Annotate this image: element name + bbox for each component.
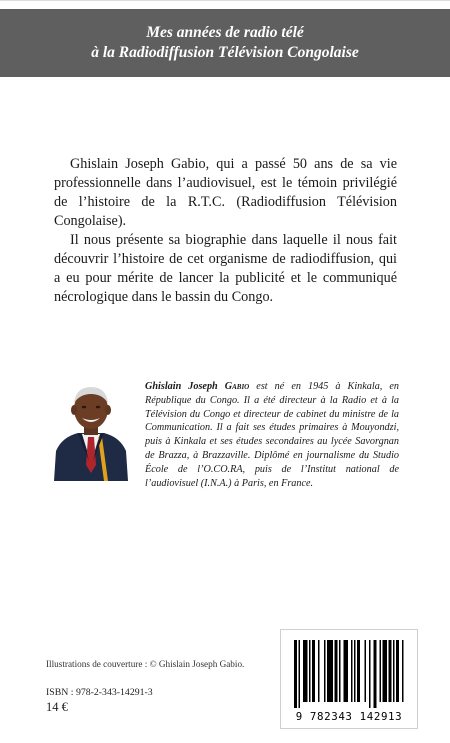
title-line-2: à la Radiodiffusion Télévision Congolaise — [91, 44, 359, 61]
barcode-number: 9 782343 142913 — [295, 710, 403, 723]
cover-credits: Illustrations de couverture : © Ghislain Joseph Gabio. — [46, 659, 245, 669]
author-bio-text: est né en 1945 à Kinkala, en République du Congo. Il a été directeur à la Radio et à la Télévision du Congo et directeur de cabinet du ministre de la Communication. Il a fait ses études primaires à Mouyondzi, puis à Kinkala et ses études secondaires au lycée Savorgnan de Brazza, à Brazzaville. Diplômé en journalisme du Studio École de l’O.CO.RA, puis de l’Institut national de l’audiovisuel (I.N.A.) à Paris, en France. — [145, 381, 400, 489]
author-first-name: Ghislain Joseph — [145, 381, 218, 392]
author-portrait-illustration — [52, 377, 130, 481]
barcode-bars — [292, 640, 406, 708]
author-biography — [145, 380, 399, 490]
author-name — [145, 381, 249, 392]
summary-paragraph-1: Ghislain Joseph Gabio, qui a passé 50 ans de sa vie professionnelle dans l’audiovisuel, est le témoin privilégié de l’histoire de la R.T.C. (Radiodiffusion Télévision Congolaise). — [54, 156, 397, 229]
title-banner — [0, 9, 450, 77]
isbn: ISBN : 978-2-343-14291-3 — [46, 687, 153, 698]
title-line-1: Mes années de radio télé — [146, 24, 304, 41]
barcode — [280, 629, 418, 729]
author-last-name: Gabio — [224, 381, 250, 392]
book-summary — [54, 155, 397, 307]
author-photo — [52, 377, 130, 481]
summary-paragraph-2: Il nous présente sa biographie dans laquelle il nous fait découvrir l’histoire de cet organisme de radiodiffusion, qui a eu pour mérite de lancer la publicité et le communiqué nécrologique dans le bassin du Congo. — [54, 232, 397, 305]
price: 14 € — [46, 700, 68, 714]
